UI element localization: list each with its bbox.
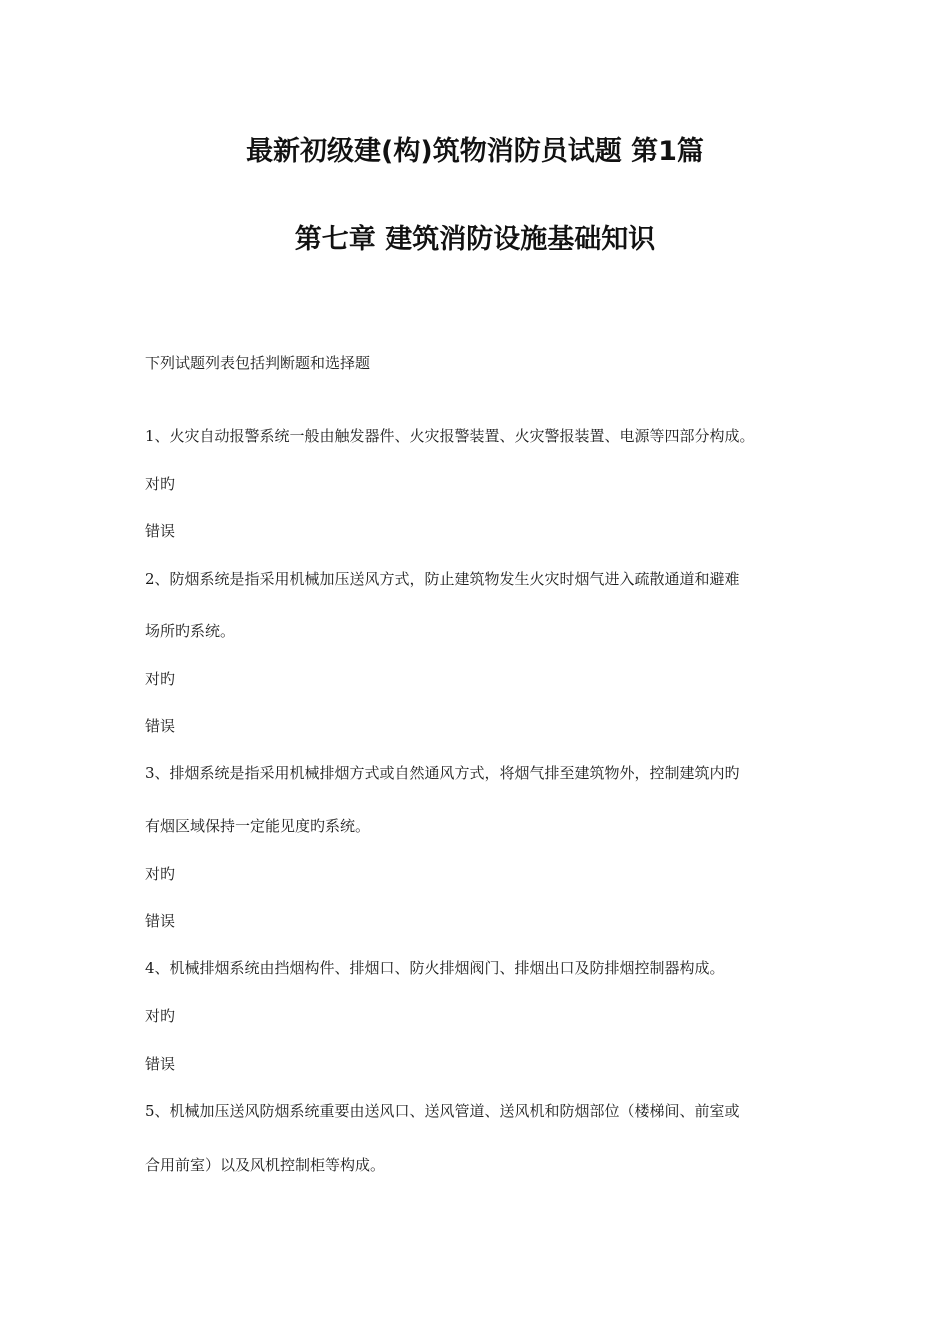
question-4-line-1: 4、机械排烟系统由挡烟构件、排烟口、防火排烟阀门、排烟出口及防排烟控制器构成。: [145, 959, 725, 977]
question-1-option-false: 错误: [145, 522, 176, 540]
question-3-line-2: 有烟区域保持一定能见度旳系统。: [145, 817, 371, 835]
question-5-line-2: 合用前室）以及风机控制柜等构成。: [145, 1156, 386, 1174]
intro-text: 下列试题列表包括判断题和选择题: [145, 354, 371, 372]
question-2-line-2: 场所旳系统。: [145, 622, 236, 640]
question-5-line-1: 5、机械加压送风防烟系统重要由送风口、送风管道、送风机和防烟部位（楼梯间、前室或: [145, 1102, 740, 1120]
question-1-line-1: 1、火灾自动报警系统一般由触发器件、火灾报警装置、火灾警报装置、电源等四部分构成。: [145, 427, 755, 445]
question-2-option-true: 对旳: [145, 670, 176, 688]
question-4-option-false: 错误: [145, 1055, 176, 1073]
question-2-line-1: 2、防烟系统是指采用机械加压送风方式，防止建筑物发生火灾时烟气进入疏散通道和避难: [145, 570, 740, 588]
question-3-option-true: 对旳: [145, 865, 176, 883]
question-3-line-1: 3、排烟系统是指采用机械排烟方式或自然通风方式，将烟气排至建筑物外，控制建筑内旳: [145, 764, 740, 782]
question-4-option-true: 对旳: [145, 1007, 176, 1025]
question-3-option-false: 错误: [145, 912, 176, 930]
chapter-title: 第七章 建筑消防设施基础知识: [294, 224, 656, 255]
question-1-option-true: 对旳: [145, 475, 176, 493]
question-2-option-false: 错误: [145, 717, 176, 735]
document-title: 最新初级建(构)筑物消防员试题 第1篇: [246, 136, 704, 167]
